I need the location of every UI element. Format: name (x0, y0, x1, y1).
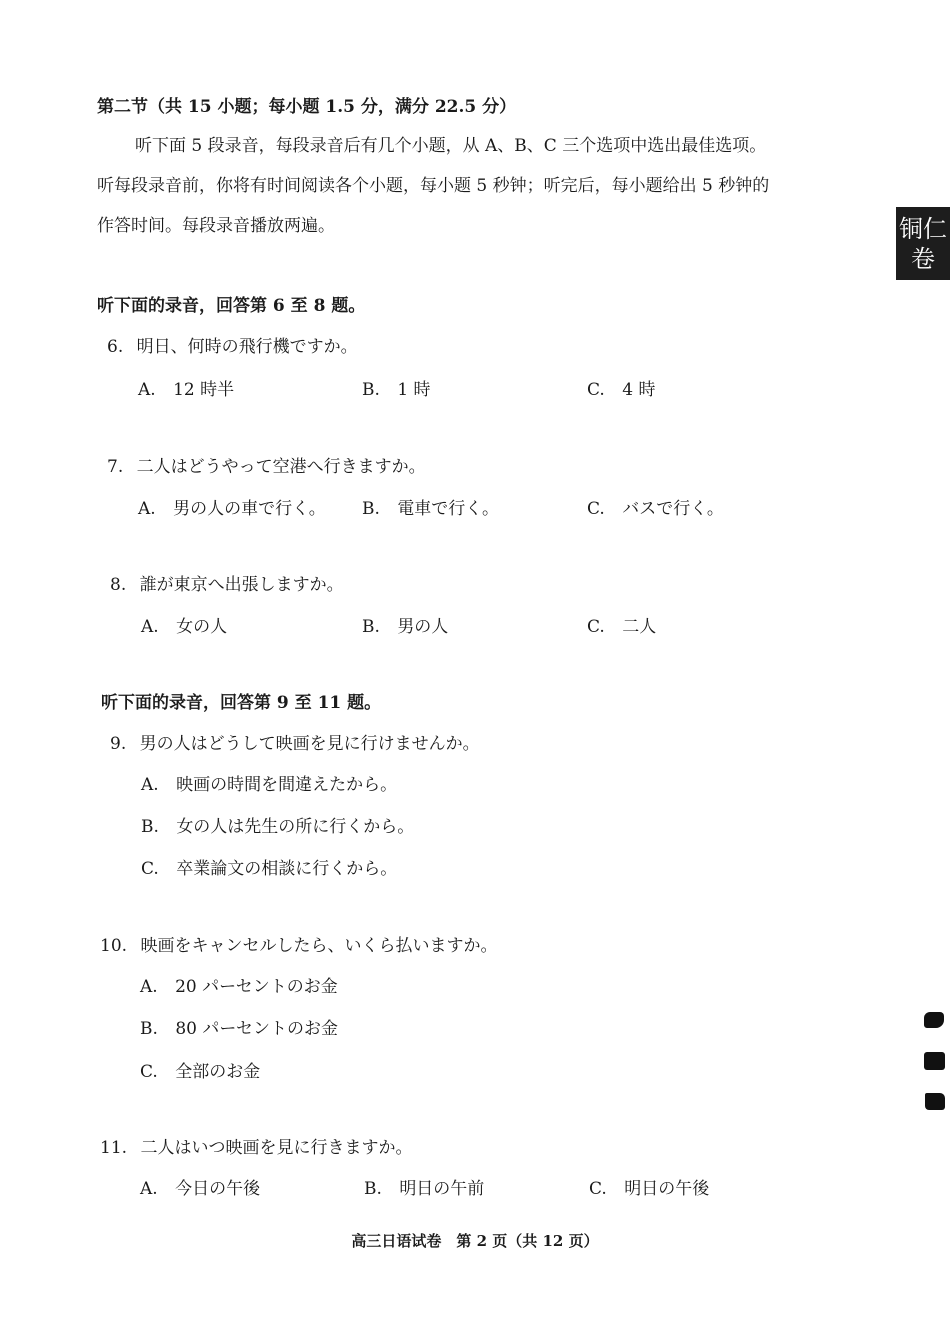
option-label: B. (362, 380, 380, 400)
option-label: A. (141, 617, 159, 637)
instructions-line-2: 听每段录音前，你将有时间阅读各个小题，每小题 5 秒钟；听完后，每小题给出 5 秒钟的 (97, 176, 770, 196)
option-label: B. (364, 1179, 382, 1199)
option-text: 80 パーセントのお金 (175, 1019, 339, 1039)
question-10 (100, 931, 497, 956)
option-label: A. (140, 977, 158, 997)
option-label: C. (589, 1179, 607, 1199)
option-label: B. (140, 1019, 158, 1039)
option-text: バスで行く。 (622, 499, 724, 519)
question-text: 二人はいつ映画を見に行きますか。 (140, 1138, 413, 1158)
option-11b (364, 1174, 484, 1199)
option-text: 4 時 (622, 380, 656, 400)
question-9 (110, 729, 480, 754)
instructions-line-3: 作答时间。每段录音播放两遍。 (97, 216, 335, 236)
option-label: C. (587, 380, 605, 400)
option-text: 女の人は先生の所に行くから。 (176, 817, 415, 837)
option-text: 今日の午後 (175, 1179, 261, 1199)
option-text: 20 パーセントのお金 (175, 977, 338, 997)
option-11c (589, 1174, 709, 1199)
option-7c (587, 494, 724, 519)
option-text: 男の人 (397, 617, 449, 637)
question-text: 映画をキャンセルしたら、いくら払いますか。 (140, 936, 498, 956)
instructions-line-1: 听下面 5 段录音，每段录音后有几个小题，从 A、B、C 三个选项中选出最佳选项。 (135, 136, 767, 156)
question-number: 6. (107, 337, 124, 357)
option-7a (138, 494, 326, 519)
option-label: C. (587, 617, 605, 637)
region-tab (896, 207, 950, 280)
group-heading-9-11: 听下面的录音，回答第 9 至 11 题。 (101, 693, 382, 713)
section-instructions (97, 126, 837, 246)
option-9a (141, 770, 397, 795)
region-tab-line-2: 卷 (911, 245, 935, 273)
option-text: 女の人 (176, 617, 228, 637)
option-text: 卒業論文の相談に行くから。 (176, 859, 398, 879)
region-tab-line-1: 铜仁 (899, 215, 947, 243)
option-10a (140, 972, 338, 997)
question-number: 7. (107, 457, 124, 477)
question-7 (107, 452, 426, 477)
option-6a (138, 375, 234, 400)
scan-mark-2 (924, 1052, 945, 1070)
option-10c (140, 1057, 260, 1082)
group-heading-6-8: 听下面的录音，回答第 6 至 8 题。 (97, 296, 366, 316)
question-number: 9. (110, 734, 127, 754)
question-text: 明日、何時の飛行機ですか。 (136, 337, 358, 357)
option-8b (362, 612, 448, 637)
option-label: B. (141, 817, 159, 837)
page-footer: 高三日语试卷 第 2 页（共 12 页） (351, 1232, 599, 1250)
option-text: 映画の時間を間違えたから。 (176, 775, 398, 795)
scan-mark-1 (924, 1012, 944, 1028)
option-label: C. (141, 859, 159, 879)
option-6c (587, 375, 655, 400)
option-text: 12 時半 (173, 380, 235, 400)
option-text: 明日の午後 (624, 1179, 710, 1199)
option-text: 二人 (622, 617, 657, 637)
question-8 (110, 570, 344, 595)
option-text: 明日の午前 (399, 1179, 485, 1199)
question-text: 二人はどうやって空港へ行きますか。 (136, 457, 426, 477)
option-label: A. (141, 775, 159, 795)
question-6 (107, 332, 358, 357)
question-11 (100, 1133, 412, 1158)
option-6b (362, 375, 431, 400)
question-number: 11. (100, 1138, 128, 1158)
option-label: A. (138, 499, 156, 519)
option-label: A. (140, 1179, 158, 1199)
question-number: 8. (110, 575, 127, 595)
option-8c (587, 612, 656, 637)
option-9c (141, 854, 397, 879)
option-label: B. (362, 499, 380, 519)
option-text: 1 時 (397, 380, 431, 400)
option-9b (141, 812, 414, 837)
option-label: A. (138, 380, 156, 400)
option-text: 電車で行く。 (397, 499, 499, 519)
option-7b (362, 494, 499, 519)
scan-mark-3 (925, 1093, 945, 1110)
option-label: C. (140, 1062, 158, 1082)
option-text: 全部のお金 (175, 1062, 261, 1082)
option-label: C. (587, 499, 605, 519)
question-text: 男の人はどうして映画を見に行けませんか。 (139, 734, 480, 754)
option-8a (141, 612, 227, 637)
option-11a (140, 1174, 260, 1199)
section-title: 第二节（共 15 小题；每小题 1.5 分，满分 22.5 分） (97, 97, 517, 117)
option-10b (140, 1014, 338, 1039)
option-text: 男の人の車で行く。 (173, 499, 326, 519)
question-number: 10. (100, 936, 128, 956)
question-text: 誰が東京へ出張しますか。 (139, 575, 344, 595)
option-label: B. (362, 617, 380, 637)
